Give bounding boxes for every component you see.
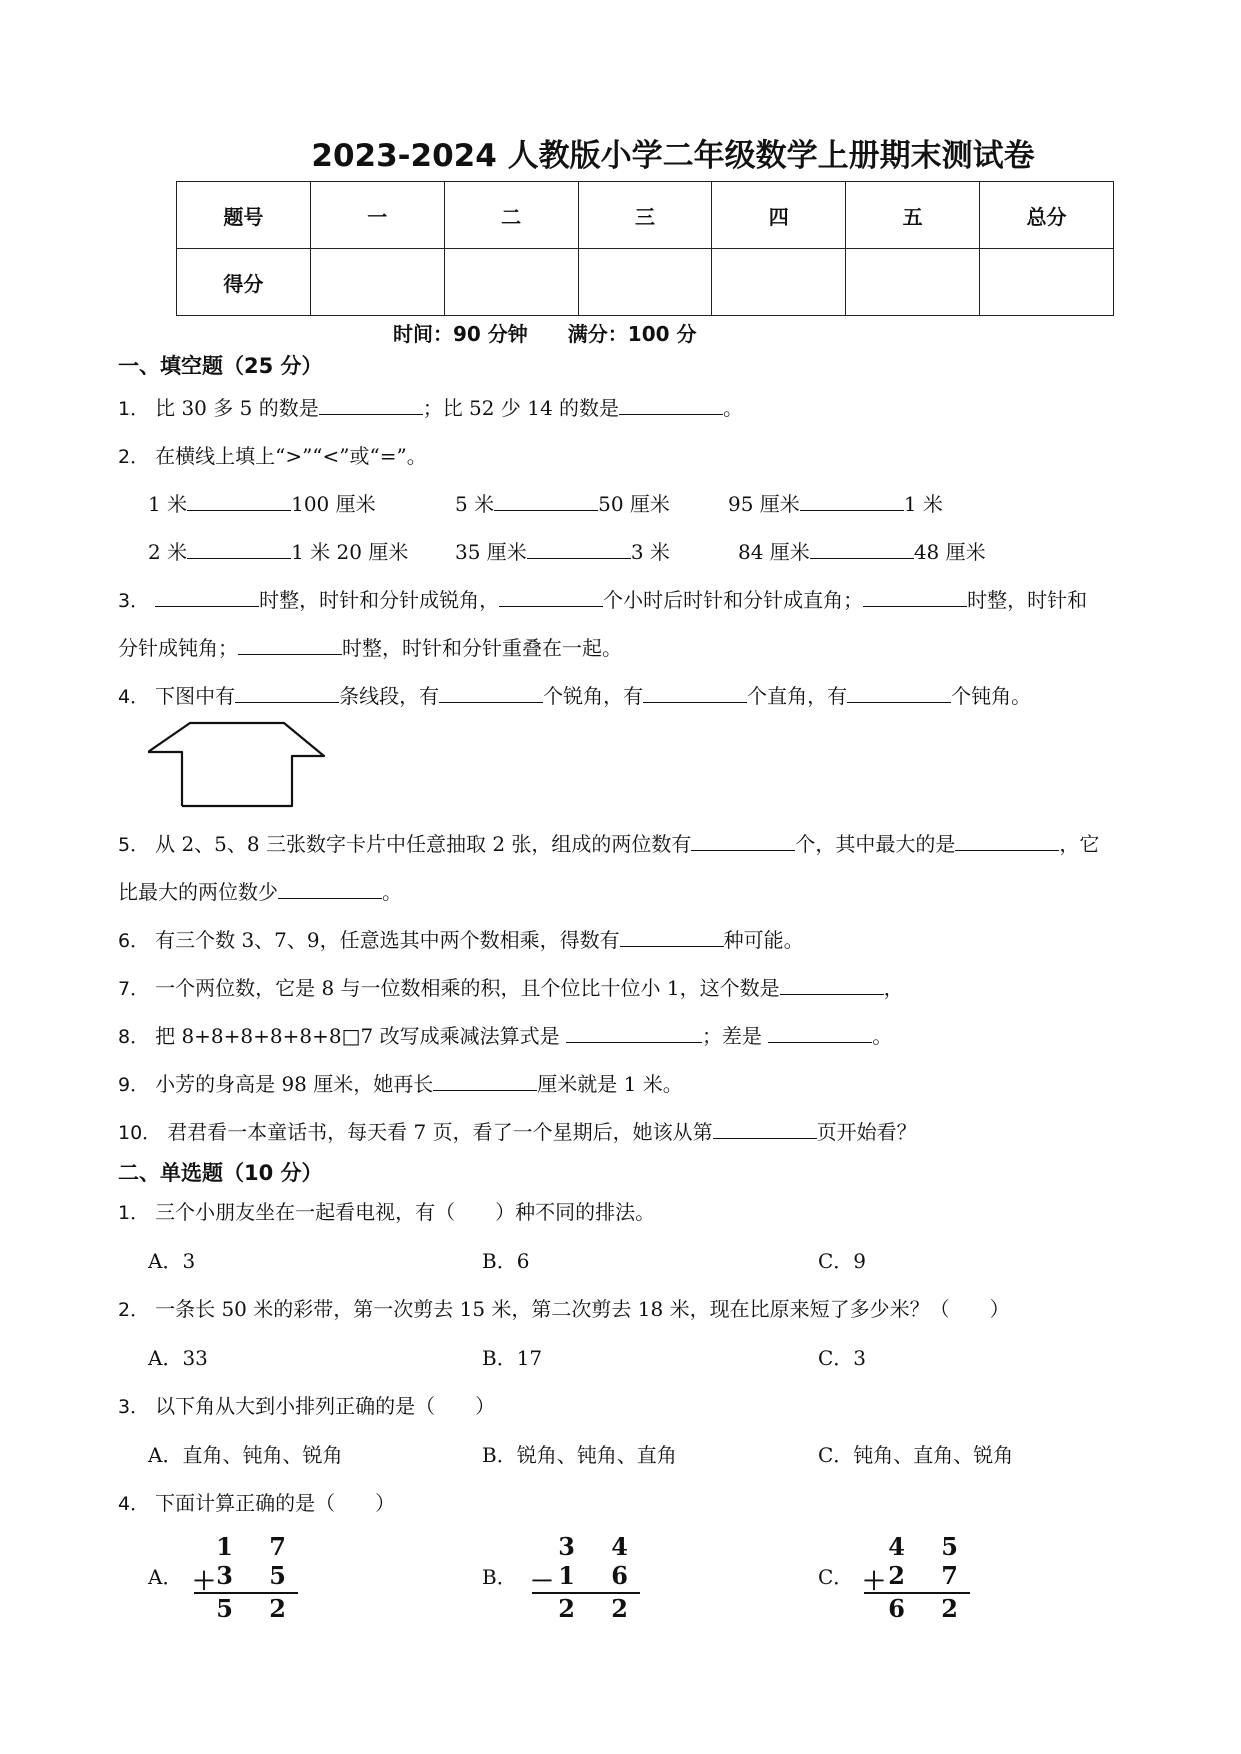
question-2-2 — [118, 1293, 1010, 1322]
question-text: 有三个数 3、7、9，任意选其中两个数相乘，得数有 — [155, 928, 620, 952]
answer-blank[interactable] — [810, 540, 914, 559]
question-text: 时整，时针和 — [967, 588, 1088, 612]
question-1-5-cont — [118, 876, 402, 905]
answer-blank[interactable] — [433, 1072, 537, 1091]
compare-right: 1 米 20 厘米 — [291, 540, 409, 564]
question-text: 条线段，有 — [339, 684, 440, 708]
question-2-3 — [118, 1390, 495, 1419]
answer-blank[interactable] — [643, 684, 747, 703]
compare-item — [148, 488, 376, 517]
option-b[interactable]: B．6 — [482, 1249, 530, 1273]
question-number: 4． — [118, 1493, 150, 1515]
vertical-calc-a — [192, 1532, 300, 1622]
answer-blank[interactable] — [187, 540, 291, 559]
question-1-2 — [118, 440, 427, 469]
question-text: 种可能。 — [723, 928, 804, 952]
compare-left: 84 厘米 — [738, 540, 810, 564]
option-a[interactable]: A．33 — [148, 1346, 208, 1370]
question-text: 。 — [723, 396, 744, 420]
question-text: 三个小朋友坐在一起看电视，有（ ）种不同的排法。 — [155, 1200, 656, 1224]
score-cell[interactable] — [310, 249, 444, 316]
page-title: 2023-2024 人教版小学二年级数学上册期末测试卷 — [311, 138, 1035, 174]
house-shape-figure — [148, 720, 328, 812]
question-number: 10． — [118, 1122, 162, 1144]
score-cell[interactable] — [578, 249, 712, 316]
question-2-4 — [118, 1487, 395, 1516]
question-2-1 — [118, 1196, 655, 1225]
answer-blank[interactable] — [955, 832, 1059, 851]
option-b[interactable]: B． — [482, 1565, 517, 1589]
score-cell[interactable] — [980, 249, 1114, 316]
question-text: 下图中有 — [155, 684, 236, 708]
calc-operator: － — [530, 1566, 554, 1595]
option-c[interactable]: C．钝角、直角、锐角 — [818, 1443, 1014, 1467]
calc-operator: ＋ — [192, 1566, 216, 1595]
answer-blank[interactable] — [235, 684, 339, 703]
question-number: 2． — [118, 1299, 150, 1321]
question-text: 个直角，有 — [747, 684, 848, 708]
option-c[interactable]: C．3 — [818, 1346, 867, 1370]
score-table-score-row — [177, 249, 1114, 316]
answer-blank[interactable] — [499, 588, 603, 607]
option-c[interactable]: C． — [818, 1565, 854, 1589]
question-text: 时整，时针和分针成锐角， — [259, 588, 500, 612]
answer-blank[interactable] — [619, 396, 723, 415]
score-row-label: 得分 — [177, 249, 311, 316]
answer-blank[interactable] — [713, 1120, 817, 1139]
calc-top: 3 4 — [558, 1532, 642, 1561]
compare-right: 100 厘米 — [291, 492, 376, 516]
score-header-cell: 三 — [578, 182, 712, 249]
calc-top: 1 7 — [216, 1532, 300, 1561]
vertical-calc-b — [530, 1532, 642, 1622]
question-text: 分针成钝角； — [118, 636, 238, 660]
answer-blank[interactable] — [768, 1024, 872, 1043]
compare-left: 35 厘米 — [455, 540, 527, 564]
question-1-7 — [118, 972, 904, 1001]
question-text: 个钝角。 — [951, 684, 1032, 708]
vertical-calc-c — [862, 1532, 972, 1622]
score-header-cell: 二 — [444, 182, 578, 249]
answer-blank[interactable] — [620, 928, 724, 947]
question-number: 2． — [118, 446, 150, 468]
section-heading-single-choice: 二、单选题（10 分） — [118, 1161, 323, 1185]
question-text: ， — [883, 976, 904, 1000]
compare-left: 2 米 — [148, 540, 188, 564]
score-table-header-row — [177, 182, 1114, 249]
question-text: ；比 52 少 14 的数是 — [422, 396, 620, 420]
compare-left: 5 米 — [455, 492, 495, 516]
calc-result: 2 2 — [558, 1594, 642, 1623]
question-text: 比最大的两位数少 — [118, 880, 278, 904]
option-b[interactable]: B．锐角、钝角、直角 — [482, 1443, 677, 1467]
compare-right: 50 厘米 — [598, 492, 670, 516]
score-cell[interactable] — [444, 249, 578, 316]
question-text: 页开始看？ — [816, 1120, 917, 1144]
question-1-6 — [118, 924, 804, 953]
question-text: 个锐角，有 — [543, 684, 644, 708]
exam-info — [393, 318, 697, 347]
calc-middle: 3 5 — [216, 1561, 300, 1590]
question-number: 6． — [118, 930, 150, 952]
compare-right: 48 厘米 — [913, 540, 986, 564]
answer-blank[interactable] — [527, 540, 631, 559]
question-number: 8． — [118, 1026, 150, 1048]
score-header-cell: 五 — [846, 182, 980, 249]
question-1-3-cont — [118, 632, 622, 661]
score-header-cell: 总分 — [980, 182, 1114, 249]
question-number: 1． — [118, 1202, 150, 1224]
question-number: 7． — [118, 978, 150, 1000]
score-header-cell: 题号 — [177, 182, 311, 249]
question-1-5 — [118, 828, 1099, 857]
answer-blank[interactable] — [187, 492, 291, 511]
compare-left: 95 厘米 — [728, 492, 800, 516]
answer-blank[interactable] — [863, 588, 967, 607]
score-header-cell: 四 — [712, 182, 846, 249]
question-text: 。 — [382, 880, 402, 904]
section-heading-fill-in: 一、填空题（25 分） — [118, 354, 323, 378]
question-text: 个，其中最大的是 — [795, 832, 956, 856]
question-1-4 — [118, 680, 1031, 709]
answer-blank[interactable] — [494, 492, 598, 511]
calc-operator: ＋ — [862, 1566, 886, 1595]
compare-item — [455, 536, 670, 565]
compare-item — [148, 536, 408, 565]
answer-blank[interactable] — [278, 880, 382, 899]
compare-item — [728, 488, 943, 517]
answer-blank[interactable] — [439, 684, 543, 703]
answer-blank[interactable] — [780, 976, 884, 995]
question-text: 时整，时针和分针重叠在一起。 — [342, 636, 622, 660]
question-text: ，它 — [1059, 832, 1100, 856]
score-cell[interactable] — [712, 249, 846, 316]
question-text: 比 30 多 5 的数是 — [155, 396, 319, 420]
answer-blank[interactable] — [319, 396, 423, 415]
compare-left: 1 米 — [148, 492, 188, 516]
question-text: 以下角从大到小排列正确的是（ ） — [155, 1394, 496, 1418]
question-number: 5． — [118, 834, 150, 856]
score-header-cell: 一 — [310, 182, 444, 249]
calc-middle: 1 6 — [558, 1561, 642, 1590]
answer-blank[interactable] — [691, 832, 795, 851]
question-text: 。 — [872, 1024, 893, 1048]
question-text: 把 8+8+8+8+8+8□7 改写成乘减法算式是 — [155, 1024, 560, 1048]
option-c[interactable]: C．9 — [818, 1249, 867, 1273]
exam-full-score: 满分：100 分 — [567, 322, 697, 346]
question-1-8 — [118, 1020, 892, 1049]
option-a[interactable]: A． — [148, 1565, 183, 1589]
question-1-3 — [118, 584, 1087, 613]
question-text: 在横线上填上“>”“<”或“=”。 — [155, 444, 427, 468]
question-number: 4． — [118, 686, 150, 708]
option-a[interactable]: A．直角、钝角、锐角 — [148, 1443, 343, 1467]
answer-blank[interactable] — [800, 492, 904, 511]
question-1-1 — [118, 392, 743, 421]
compare-right: 3 米 — [630, 540, 670, 564]
question-text: 君君看一本童话书，每天看 7 页，看了一个星期后，她该从第 — [167, 1120, 713, 1144]
answer-blank[interactable] — [566, 1024, 702, 1043]
question-number: 9． — [118, 1074, 150, 1096]
calc-middle: 2 7 — [888, 1561, 972, 1590]
compare-item — [738, 536, 986, 565]
exam-time: 时间：90 分钟 — [393, 322, 528, 346]
question-text: 一个两位数，它是 8 与一位数相乘的积，且个位比十位小 1，这个数是 — [155, 976, 780, 1000]
question-text: 厘米就是 1 米。 — [537, 1072, 683, 1096]
question-number: 3． — [118, 590, 150, 612]
option-a[interactable]: A．3 — [148, 1249, 196, 1273]
question-text: 一条长 50 米的彩带，第一次剪去 15 米，第二次剪去 18 米，现在比原来短了多少米？（ ） — [155, 1297, 1010, 1321]
question-1-10 — [118, 1116, 917, 1145]
question-text: 小芳的身高是 98 厘米，她再长 — [155, 1072, 434, 1096]
score-cell[interactable] — [846, 249, 980, 316]
answer-blank[interactable] — [238, 636, 342, 655]
calc-result: 6 2 — [888, 1594, 972, 1623]
question-text: ；差是 — [701, 1024, 762, 1048]
question-number: 3． — [118, 1396, 150, 1418]
question-1-9 — [118, 1068, 683, 1097]
question-text: 个小时后时针和分针成直角； — [603, 588, 864, 612]
calc-top: 4 5 — [888, 1532, 972, 1561]
question-text: 从 2、5、8 三张数字卡片中任意抽取 2 张，组成的两位数有 — [155, 832, 692, 856]
compare-right: 1 米 — [903, 492, 943, 516]
answer-blank[interactable] — [155, 588, 259, 607]
answer-blank[interactable] — [847, 684, 951, 703]
compare-item — [455, 488, 670, 517]
score-table — [176, 181, 1114, 316]
question-text: 下面计算正确的是（ ） — [155, 1491, 396, 1515]
option-b[interactable]: B．17 — [482, 1346, 543, 1370]
question-number: 1． — [118, 398, 150, 420]
calc-result: 5 2 — [216, 1594, 300, 1623]
